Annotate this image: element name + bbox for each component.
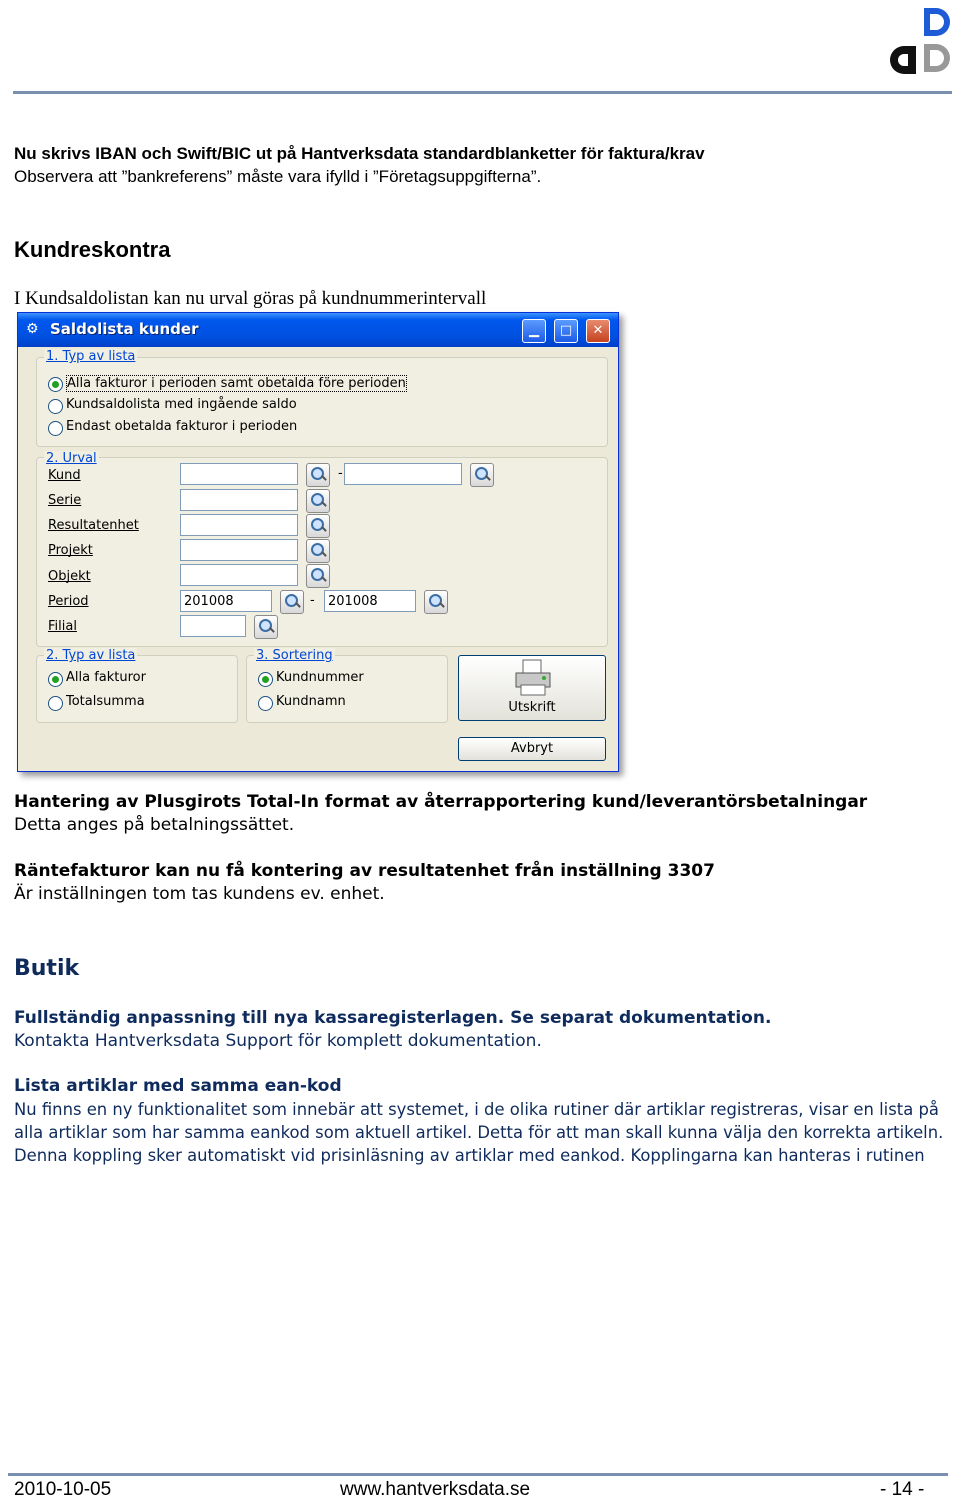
radio-kundsaldolista[interactable] bbox=[48, 399, 63, 414]
minimize-button[interactable]: ▁ bbox=[522, 319, 546, 343]
dialog-titlebar[interactable] bbox=[18, 313, 618, 347]
dialog-title: Saldolista kunder bbox=[50, 320, 199, 338]
kund-to-input[interactable] bbox=[344, 463, 462, 485]
objekt-input[interactable] bbox=[180, 564, 298, 586]
butik-heading: Butik bbox=[14, 956, 80, 981]
footer-page-number: - 14 - bbox=[880, 1479, 925, 1500]
field-label-period: Period bbox=[48, 594, 89, 609]
printer-icon bbox=[513, 659, 553, 697]
field-label-resultatenhet: Resultatenhet bbox=[48, 518, 139, 533]
radio-totalsumma[interactable] bbox=[48, 696, 63, 711]
period-from-input[interactable]: 201008 bbox=[180, 590, 272, 612]
intro-line-1: Nu skrivs IBAN och Swift/BIC ut på Hantverksdata standardblanketter för faktura/krav bbox=[14, 144, 705, 163]
header-rule bbox=[13, 91, 952, 94]
urval-label: 2. Urval bbox=[46, 451, 97, 466]
typ-av-lista-label: 1. Typ av lista bbox=[46, 349, 136, 364]
period-range-dash: - bbox=[310, 593, 315, 608]
field-label-projekt: Projekt bbox=[48, 543, 93, 558]
kundreskontra-text: I Kundsaldolistan kan nu urval göras på kundnummerintervall bbox=[14, 288, 487, 309]
filial-search-icon[interactable] bbox=[254, 615, 278, 639]
radio-endast-obetalda[interactable] bbox=[48, 421, 63, 436]
radio-label-2: Kundsaldolista med ingående saldo bbox=[66, 397, 297, 412]
objekt-search-icon[interactable] bbox=[306, 564, 330, 588]
resultatenhet-search-icon[interactable] bbox=[306, 514, 330, 538]
radio-label-totalsumma: Totalsumma bbox=[66, 694, 145, 709]
sortering-group bbox=[246, 655, 448, 723]
footer-url: www.hantverksdata.se bbox=[340, 1479, 531, 1500]
close-button[interactable]: ✕ bbox=[586, 319, 610, 343]
footer-rule bbox=[8, 1473, 948, 1476]
radio-kundnamn[interactable] bbox=[258, 696, 273, 711]
typ-av-lista-2-group bbox=[36, 655, 238, 723]
lista-line-3: Denna koppling sker automatiskt vid prisinläsning av artiklar med eankod. Kopplingarna kan hanteras i rutinen bbox=[14, 1146, 925, 1165]
lista-heading: Lista artiklar med samma ean-kod bbox=[14, 1076, 342, 1096]
radio-kundnummer[interactable] bbox=[258, 672, 273, 687]
kund-to-search-icon[interactable] bbox=[470, 463, 494, 487]
resultatenhet-input[interactable] bbox=[180, 514, 298, 536]
period-from-calendar-icon[interactable] bbox=[280, 590, 304, 614]
plusgiro-heading: Hantering av Plusgirots Total-In format av återrapportering kund/leverantörsbetalningar bbox=[14, 792, 868, 812]
avbryt-button[interactable]: Avbryt bbox=[458, 737, 606, 761]
projekt-input[interactable] bbox=[180, 539, 298, 561]
butik-text: Kontakta Hantverksdata Support för komplett dokumentation. bbox=[14, 1031, 542, 1051]
radio-label-3: Endast obetalda fakturor i perioden bbox=[66, 419, 298, 434]
radio-label-alla-fakturor: Alla fakturor bbox=[66, 670, 146, 685]
kund-from-input[interactable] bbox=[180, 463, 298, 485]
app-icon: ⚙ bbox=[26, 321, 39, 337]
sortering-label: 3. Sortering bbox=[256, 648, 333, 663]
serie-search-icon[interactable] bbox=[306, 489, 330, 513]
utskrift-button[interactable] bbox=[458, 655, 606, 721]
serie-input[interactable] bbox=[180, 489, 298, 511]
maximize-button[interactable]: □ bbox=[554, 319, 578, 343]
field-label-serie: Serie bbox=[48, 493, 82, 508]
period-to-input[interactable]: 201008 bbox=[324, 590, 416, 612]
rante-text: Är inställningen tom tas kundens ev. enhet. bbox=[14, 884, 385, 904]
radio-label-1: Alla fakturor i perioden samt obetalda före perioden bbox=[67, 376, 406, 391]
plusgiro-text: Detta anges på betalningssättet. bbox=[14, 815, 295, 835]
projekt-search-icon[interactable] bbox=[306, 539, 330, 563]
intro-line-2: Observera att ”bankreferens” måste vara ifylld i ”Företagsuppgifterna”. bbox=[14, 167, 542, 186]
radio-label-kundnamn: Kundnamn bbox=[276, 694, 346, 709]
field-label-kund: Kund bbox=[48, 468, 81, 483]
typ-av-lista-2-label: 2. Typ av lista bbox=[46, 648, 136, 663]
lista-line-2: alla artiklar som har samma eankod som aktuell artikel. Detta för att man skall kunna välja den korrekta artikeln. bbox=[14, 1123, 944, 1142]
radio-label-kundnummer: Kundnummer bbox=[276, 670, 364, 685]
kundreskontra-heading: Kundreskontra bbox=[14, 237, 171, 262]
period-to-calendar-icon[interactable] bbox=[424, 590, 448, 614]
radio-alla-fakturor-perioden[interactable] bbox=[48, 377, 63, 392]
hantverksdata-logo bbox=[884, 4, 954, 76]
field-label-filial: Filial bbox=[48, 619, 77, 634]
footer-date: 2010-10-05 bbox=[14, 1479, 112, 1500]
radio-alla-fakturor[interactable] bbox=[48, 672, 63, 687]
lista-line-1: Nu finns en ny funktionalitet som innebär att systemet, i de olika rutiner där artiklar registreras, visar en lista på bbox=[14, 1100, 939, 1119]
rante-heading: Räntefakturor kan nu få kontering av resultatenhet från inställning 3307 bbox=[14, 861, 715, 881]
kund-from-search-icon[interactable] bbox=[306, 463, 330, 487]
filial-input[interactable] bbox=[180, 615, 246, 637]
utskrift-label: Utskrift bbox=[508, 700, 556, 715]
field-label-objekt: Objekt bbox=[48, 569, 91, 584]
kund-range-dash: - bbox=[338, 466, 343, 481]
butik-bold: Fullständig anpassning till nya kassaregisterlagen. Se separat dokumentation. bbox=[14, 1008, 772, 1028]
saldolista-dialog bbox=[17, 312, 619, 772]
